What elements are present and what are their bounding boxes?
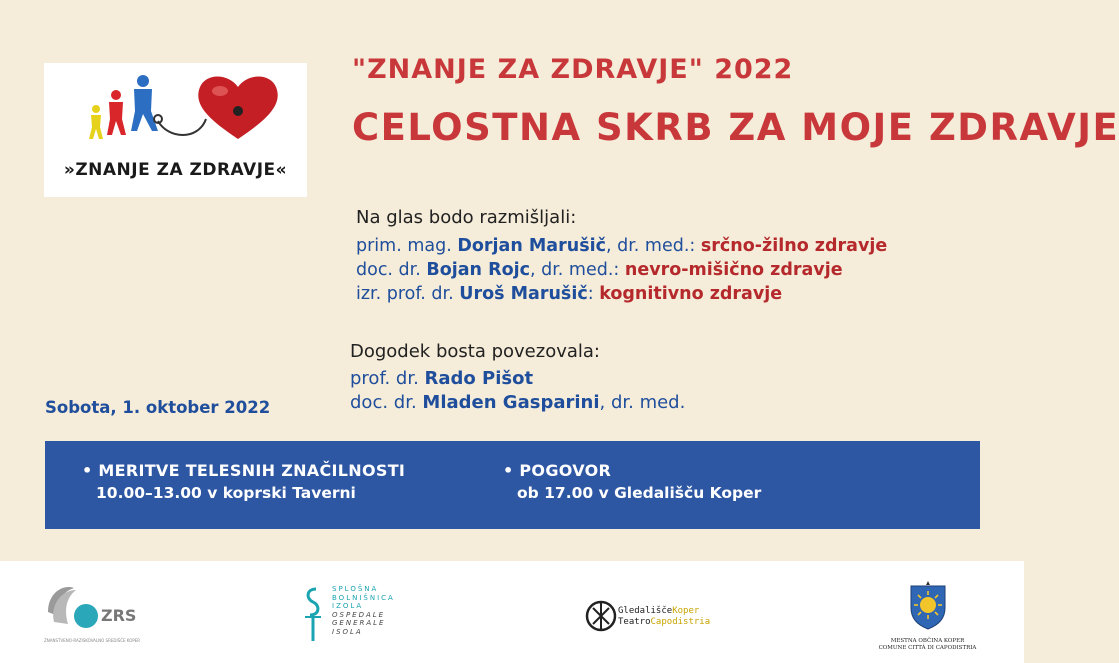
- program-item: [82, 460, 405, 504]
- moderator-row: [350, 391, 685, 415]
- municipality-line: MESTNA OBČINA KOPER: [890, 638, 965, 644]
- speaker-title: prim. mag.: [356, 236, 458, 256]
- moderator-name: Mladen Gasparini: [422, 392, 600, 413]
- headline-line-2: CELOSTNA SKRB ZA MOJE ZDRAVJE: [352, 106, 1119, 149]
- speaker-suffix: , dr. med.:: [529, 260, 625, 280]
- hospital-line: GENERALE: [332, 619, 386, 627]
- theatre-koper-logo: [585, 598, 745, 638]
- hospital-name: [332, 585, 395, 636]
- zrs-logo: [44, 582, 154, 646]
- theatre-word: Koper: [672, 606, 700, 616]
- theatre-word: Teatro: [618, 617, 651, 627]
- program-item: [503, 460, 761, 504]
- speaker-name: Bojan Rojc: [426, 260, 530, 280]
- family-heart-icon: [88, 69, 288, 145]
- speaker-topic: srčno-žilno zdravje: [700, 236, 888, 256]
- speaker-title: izr. prof. dr.: [356, 284, 460, 304]
- program-item-title: • MERITVE TELESNIH ZNAČILNOSTI: [82, 461, 406, 480]
- municipality-line: COMUNE CITTÀ DI CAPODISTRIA: [878, 645, 977, 651]
- logo-text: »ZNANJE ZA ZDRAVJE«: [63, 160, 288, 180]
- speaker-row: [356, 282, 887, 306]
- hospital-line: SPLOŠNA: [332, 585, 379, 593]
- program-item-title: • POGOVOR: [503, 461, 612, 480]
- speaker-topic: kognitivno zdravje: [599, 284, 783, 304]
- zrs-subtitle: ZNANSTVENO-RAZISKOVALNO SREDIŠČE KOPER: [44, 638, 141, 643]
- hospital-line: IZOLA: [332, 602, 364, 610]
- theatre-word: Gledališče: [618, 606, 673, 616]
- event-date: Sobota, 1. oktober 2022: [45, 398, 271, 417]
- moderator-suffix: , dr. med.: [599, 392, 686, 413]
- znanje-za-zdravje-logo: [44, 63, 307, 197]
- speaker-name: Dorjan Marušič: [457, 236, 606, 256]
- hospital-line: OSPEDALE: [332, 610, 386, 619]
- speaker-name: Uroš Marušič: [459, 284, 588, 304]
- speaker-suffix: :: [587, 284, 600, 304]
- moderators-block: [350, 340, 685, 415]
- hospital-emblem-icon: [302, 585, 324, 643]
- municipality-koper-logo: [870, 580, 985, 655]
- coat-of-arms-icon: [908, 580, 948, 630]
- hospital-izola-logo: [302, 585, 422, 645]
- speakers-block: [356, 206, 887, 306]
- moderators-intro: Dogodek bosta povezovala:: [350, 341, 600, 362]
- program-item-detail: 10.00–13.00 v koprski Taverni: [96, 484, 356, 502]
- theatre-word: Capodistria: [650, 617, 711, 627]
- speaker-title: doc. dr.: [356, 260, 427, 280]
- speaker-row: [356, 234, 887, 258]
- speaker-suffix: , dr. med.:: [605, 236, 701, 256]
- theatre-name-slo: [618, 606, 699, 616]
- headline-line-1: "ZNANJE ZA ZDRAVJE" 2022: [352, 54, 794, 85]
- moderator-title: doc. dr.: [350, 392, 423, 413]
- zrs-name: ZRS: [101, 606, 137, 625]
- program-item-detail: ob 17.00 v Gledališču Koper: [517, 484, 762, 502]
- municipality-caption: [870, 638, 985, 652]
- speaker-topic: nevro-mišično zdravje: [624, 260, 843, 280]
- zrs-emblem-icon: [44, 582, 104, 638]
- hospital-line: ISOLA: [332, 627, 363, 636]
- moderator-title: prof. dr.: [350, 368, 425, 389]
- moderator-row: [350, 367, 685, 391]
- speakers-intro: Na glas bodo razmišljali:: [356, 207, 577, 228]
- theatre-name-ita: [618, 617, 710, 627]
- theatre-emblem-icon: [585, 598, 617, 634]
- program-band: [45, 441, 980, 529]
- speaker-row: [356, 258, 887, 282]
- hospital-line: BOLNIŠNICA: [332, 593, 395, 602]
- moderator-name: Rado Pišot: [424, 368, 534, 389]
